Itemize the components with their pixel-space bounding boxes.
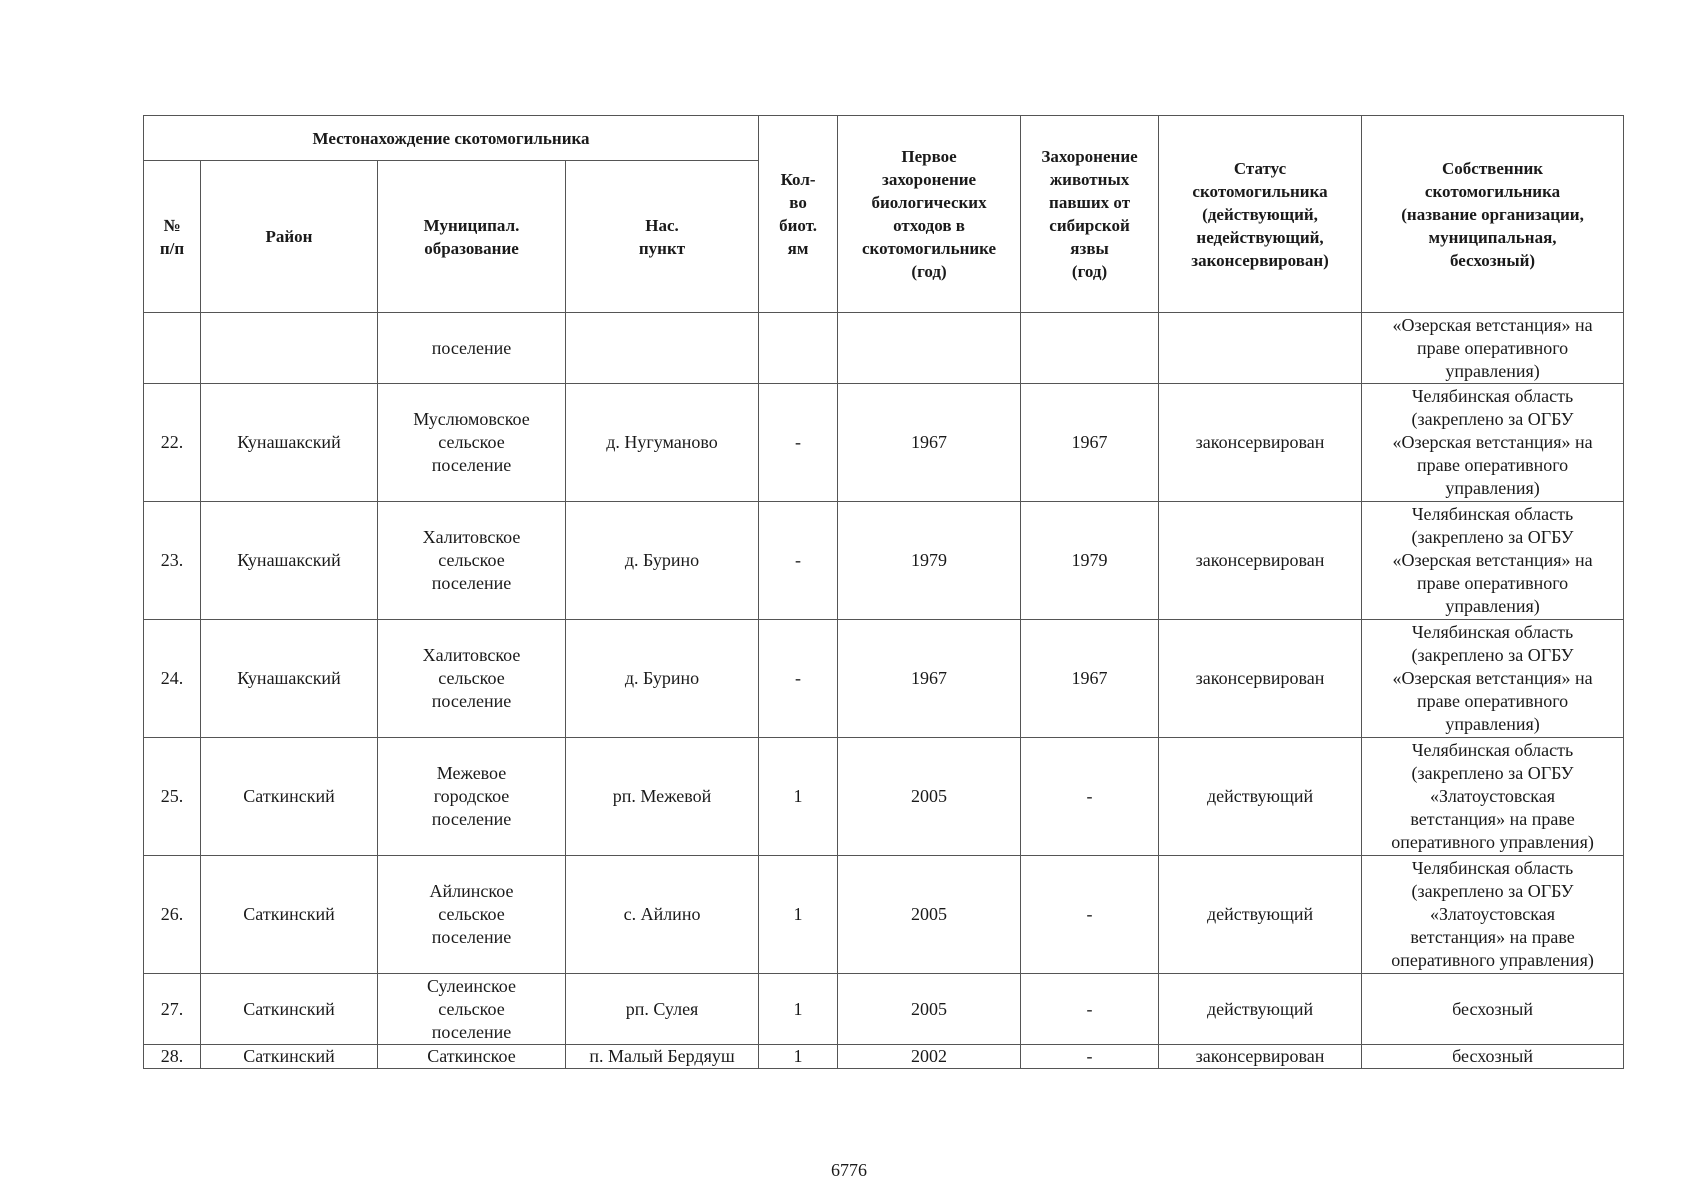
cell-district: Саткинский [201,738,378,856]
cell-owner: Челябинская область (закреплено за ОГБУ «Озерская ветстанция» на праве оперативного управления) [1362,502,1624,620]
cell-owner: Челябинская область (закреплено за ОГБУ «Златоустовская ветстанция» на праве оперативного управления) [1362,856,1624,974]
cell-owner: «Озерская ветстанция» на праве оперативного управления) [1362,313,1624,384]
cell-status: действующий [1159,856,1362,974]
cell-pits: 1 [759,974,838,1045]
cell-district: Кунашакский [201,620,378,738]
cell-municipality: Саткинское [378,1045,566,1069]
cell-first-burial: 1967 [838,620,1021,738]
cell-settlement: д. Бурино [566,502,759,620]
cell-anthrax: - [1021,974,1159,1045]
cell-first-burial: 2005 [838,738,1021,856]
location-group-header: Местонахождение скотомогильника [144,116,759,161]
cell-district: Кунашакский [201,384,378,502]
table-row [144,974,1624,1045]
cell-settlement: с. Айлино [566,856,759,974]
cell-anthrax: 1979 [1021,502,1159,620]
cell-settlement: рп. Сулея [566,974,759,1045]
cell-anthrax: - [1021,856,1159,974]
cell-settlement: п. Малый Бердяуш [566,1045,759,1069]
cell-status: действующий [1159,738,1362,856]
cell-settlement: д. Нугуманово [566,384,759,502]
header-pits: Кол- во биот. ям [759,116,838,313]
cell-owner: Челябинская область (закреплено за ОГБУ «Озерская ветстанция» на праве оперативного управления) [1362,620,1624,738]
cell-num: 28. [144,1045,201,1069]
cell-anthrax: 1967 [1021,620,1159,738]
cell-status: законсервирован [1159,620,1362,738]
header-num: № п/п [144,161,201,313]
header-district: Район [201,161,378,313]
table-row [144,1045,1624,1069]
table-row [144,856,1624,974]
header-owner: Собственник скотомогильника (название организации, муниципальная, бесхозный) [1362,116,1624,313]
cell-municipality: Халитовское сельское поселение [378,502,566,620]
cell-pits [759,313,838,384]
cell-anthrax: 1967 [1021,384,1159,502]
cell-status: действующий [1159,974,1362,1045]
header-first-burial: Первое захоронение биологических отходов в скотомогильнике (год) [838,116,1021,313]
cell-owner: Челябинская область (закреплено за ОГБУ «Златоустовская ветстанция» на праве оперативного управления) [1362,738,1624,856]
cell-district [201,313,378,384]
cell-municipality: Халитовское сельское поселение [378,620,566,738]
cell-municipality: Айлинское сельское поселение [378,856,566,974]
table-header [144,116,1624,313]
cell-owner: Челябинская область (закреплено за ОГБУ «Озерская ветстанция» на праве оперативного управления) [1362,384,1624,502]
header-municipality: Муниципал. образование [378,161,566,313]
cell-district: Саткинский [201,1045,378,1069]
cell-first-burial: 1967 [838,384,1021,502]
table-row [144,313,1624,384]
cell-municipality: поселение [378,313,566,384]
table-row [144,384,1624,502]
cell-first-burial: 1979 [838,502,1021,620]
cell-first-burial [838,313,1021,384]
burial-sites-table [143,115,1624,1069]
cell-first-burial: 2005 [838,974,1021,1045]
cell-settlement: д. Бурино [566,620,759,738]
table-row [144,738,1624,856]
cell-settlement: рп. Межевой [566,738,759,856]
cell-anthrax: - [1021,738,1159,856]
table-row [144,620,1624,738]
cell-district: Кунашакский [201,502,378,620]
cell-settlement [566,313,759,384]
cell-num: 24. [144,620,201,738]
cell-pits: - [759,384,838,502]
cell-first-burial: 2002 [838,1045,1021,1069]
cell-municipality: Муслюмовское сельское поселение [378,384,566,502]
table-body [144,313,1624,1069]
cell-anthrax: - [1021,1045,1159,1069]
cell-pits: - [759,502,838,620]
cell-status: законсервирован [1159,1045,1362,1069]
page-number: 6776 [831,1160,867,1180]
cell-municipality: Сулеинское сельское поселение [378,974,566,1045]
table-row [144,502,1624,620]
header-anthrax: Захоронение животных павших от сибирской язвы (год) [1021,116,1159,313]
header-status: Статус скотомогильника (действующий, недействующий, законсервирован) [1159,116,1362,313]
cell-num: 23. [144,502,201,620]
cell-first-burial: 2005 [838,856,1021,974]
cell-pits: 1 [759,1045,838,1069]
cell-district: Саткинский [201,856,378,974]
cell-owner: бесхозный [1362,974,1624,1045]
cell-num [144,313,201,384]
cell-num: 25. [144,738,201,856]
cell-district: Саткинский [201,974,378,1045]
cell-municipality: Межевое городское поселение [378,738,566,856]
cell-num: 27. [144,974,201,1045]
cell-pits: - [759,620,838,738]
cell-status: законсервирован [1159,502,1362,620]
cell-num: 26. [144,856,201,974]
cell-owner: бесхозный [1362,1045,1624,1069]
cell-status: законсервирован [1159,384,1362,502]
cell-anthrax [1021,313,1159,384]
cell-pits: 1 [759,856,838,974]
cell-pits: 1 [759,738,838,856]
header-settlement: Нас. пункт [566,161,759,313]
cell-num: 22. [144,384,201,502]
cell-status [1159,313,1362,384]
